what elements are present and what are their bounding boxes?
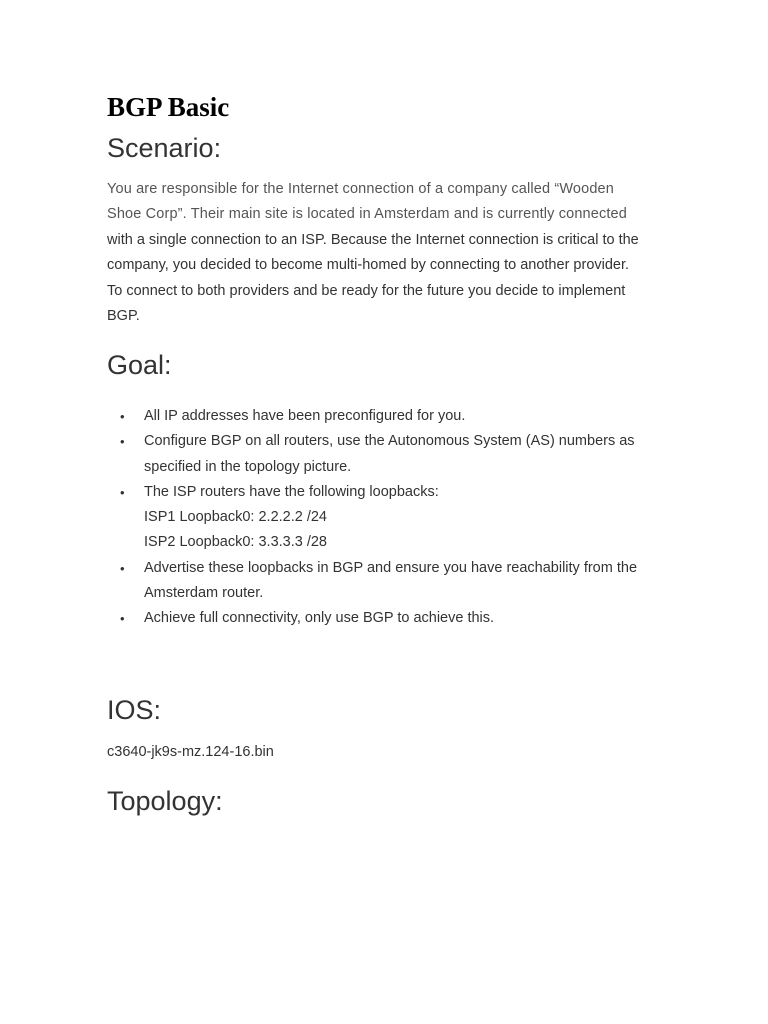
bullet-icon: •	[120, 434, 125, 450]
goal-item-text: specified in the topology picture.	[144, 458, 352, 475]
goal-item-text: ISP2 Loopback0: 3.3.3.3 /28	[144, 534, 327, 551]
scenario-line: company, you decided to become multi-homed by connecting to another provider.	[107, 257, 630, 274]
bullet-icon: •	[120, 409, 125, 424]
goal-list-item	[107, 606, 677, 631]
document-title: BGP Basic	[107, 92, 230, 122]
goal-item-text: ISP1 Loopback0: 2.2.2.2 /24	[144, 509, 327, 526]
goal-item-text: The ISP routers have the following loopbacks:	[144, 483, 439, 500]
scenario-line: Shoe Corp”. Their main site is located in Amsterdam and is currently connected	[107, 206, 627, 223]
goal-item-text: Advertise these loopbacks in BGP and ensure you have reachability from the	[144, 559, 638, 576]
bullet-icon: •	[120, 484, 125, 500]
scenario-line: with a single connection to an ISP. Because the Internet connection is critical to the	[107, 231, 639, 248]
ios-image-name: c3640-jk9s-mz.124-16.bin	[107, 744, 274, 760]
scenario-paragraph	[107, 177, 667, 329]
topology-heading: Topology:	[107, 786, 223, 816]
goal-item-text: Achieve full connectivity, only use BGP to achieve this.	[144, 610, 495, 627]
goal-list-item	[107, 556, 677, 607]
ios-heading: IOS:	[107, 695, 162, 725]
goal-list-item	[107, 480, 677, 556]
goal-list-item	[107, 429, 677, 480]
goal-list-item	[107, 404, 677, 429]
goal-heading: Goal:	[107, 350, 172, 380]
bullet-icon: •	[120, 560, 125, 576]
scenario-line: You are responsible for the Internet connection of a company called “Wooden	[107, 181, 614, 197]
bullet-icon: •	[120, 611, 125, 627]
scenario-heading: Scenario:	[107, 133, 222, 163]
goal-item-text: All IP addresses have been preconfigured for you.	[144, 408, 466, 424]
goal-item-text: Amsterdam router.	[144, 585, 264, 602]
scenario-line: BGP.	[107, 308, 140, 325]
goal-list	[107, 404, 677, 632]
goal-item-text: Configure BGP on all routers, use the Autonomous System (AS) numbers as	[144, 433, 635, 450]
scenario-line: To connect to both providers and be ready for the future you decide to implement	[107, 282, 626, 299]
